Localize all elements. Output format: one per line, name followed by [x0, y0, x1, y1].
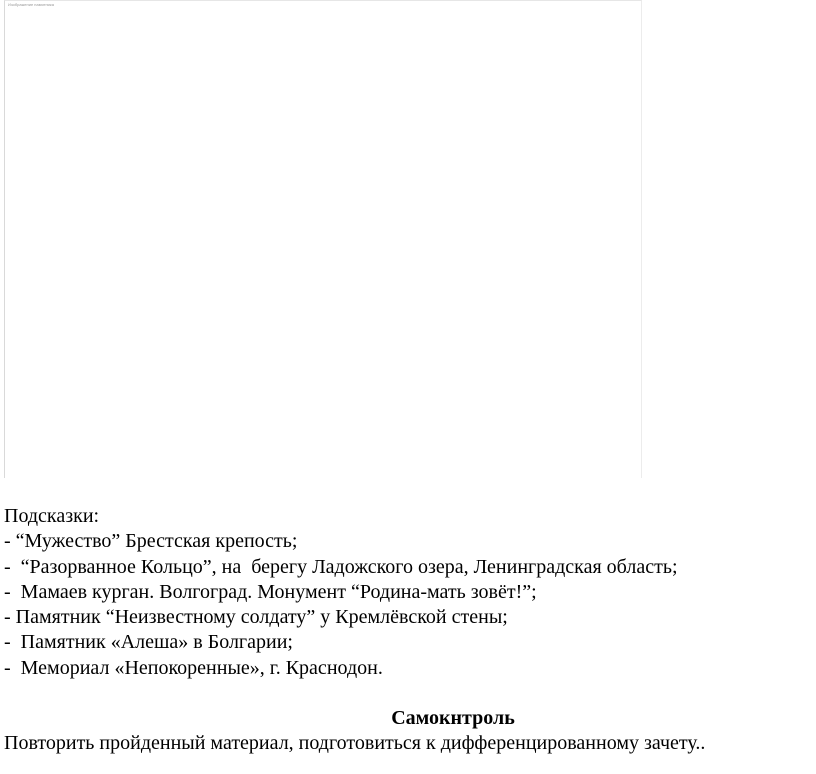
self-control-heading: Самокнтроль [391, 707, 515, 730]
document-body [4, 504, 812, 757]
self-control-text: Повторить пройденный материал, подготовиться к дифференцированному зачету.. [4, 732, 706, 755]
hint-item: - Мамаев курган. Волгоград. Монумент “Родина-мать зовёт!”; [4, 580, 537, 603]
paragraph-spacer [4, 681, 812, 706]
hint-item: - Мемориал «Непокоренные», г. Краснодон. [4, 656, 383, 679]
hint-item: - “Разорванное Кольцо”, на берегу Ладожского озера, Ленинградская область; [4, 555, 678, 578]
hint-item: - Памятник “Неизвестному солдату” у Кремлёвской стены; [4, 606, 508, 629]
image-caption: Изображение памятника [8, 2, 54, 7]
hint-item: - “Мужество” Брестская крепость; [4, 530, 298, 553]
monument-image-placeholder [4, 0, 642, 478]
hint-item: - Памятник «Алеша» в Болгарии; [4, 631, 293, 654]
hints-title: Подсказки: [4, 505, 100, 527]
